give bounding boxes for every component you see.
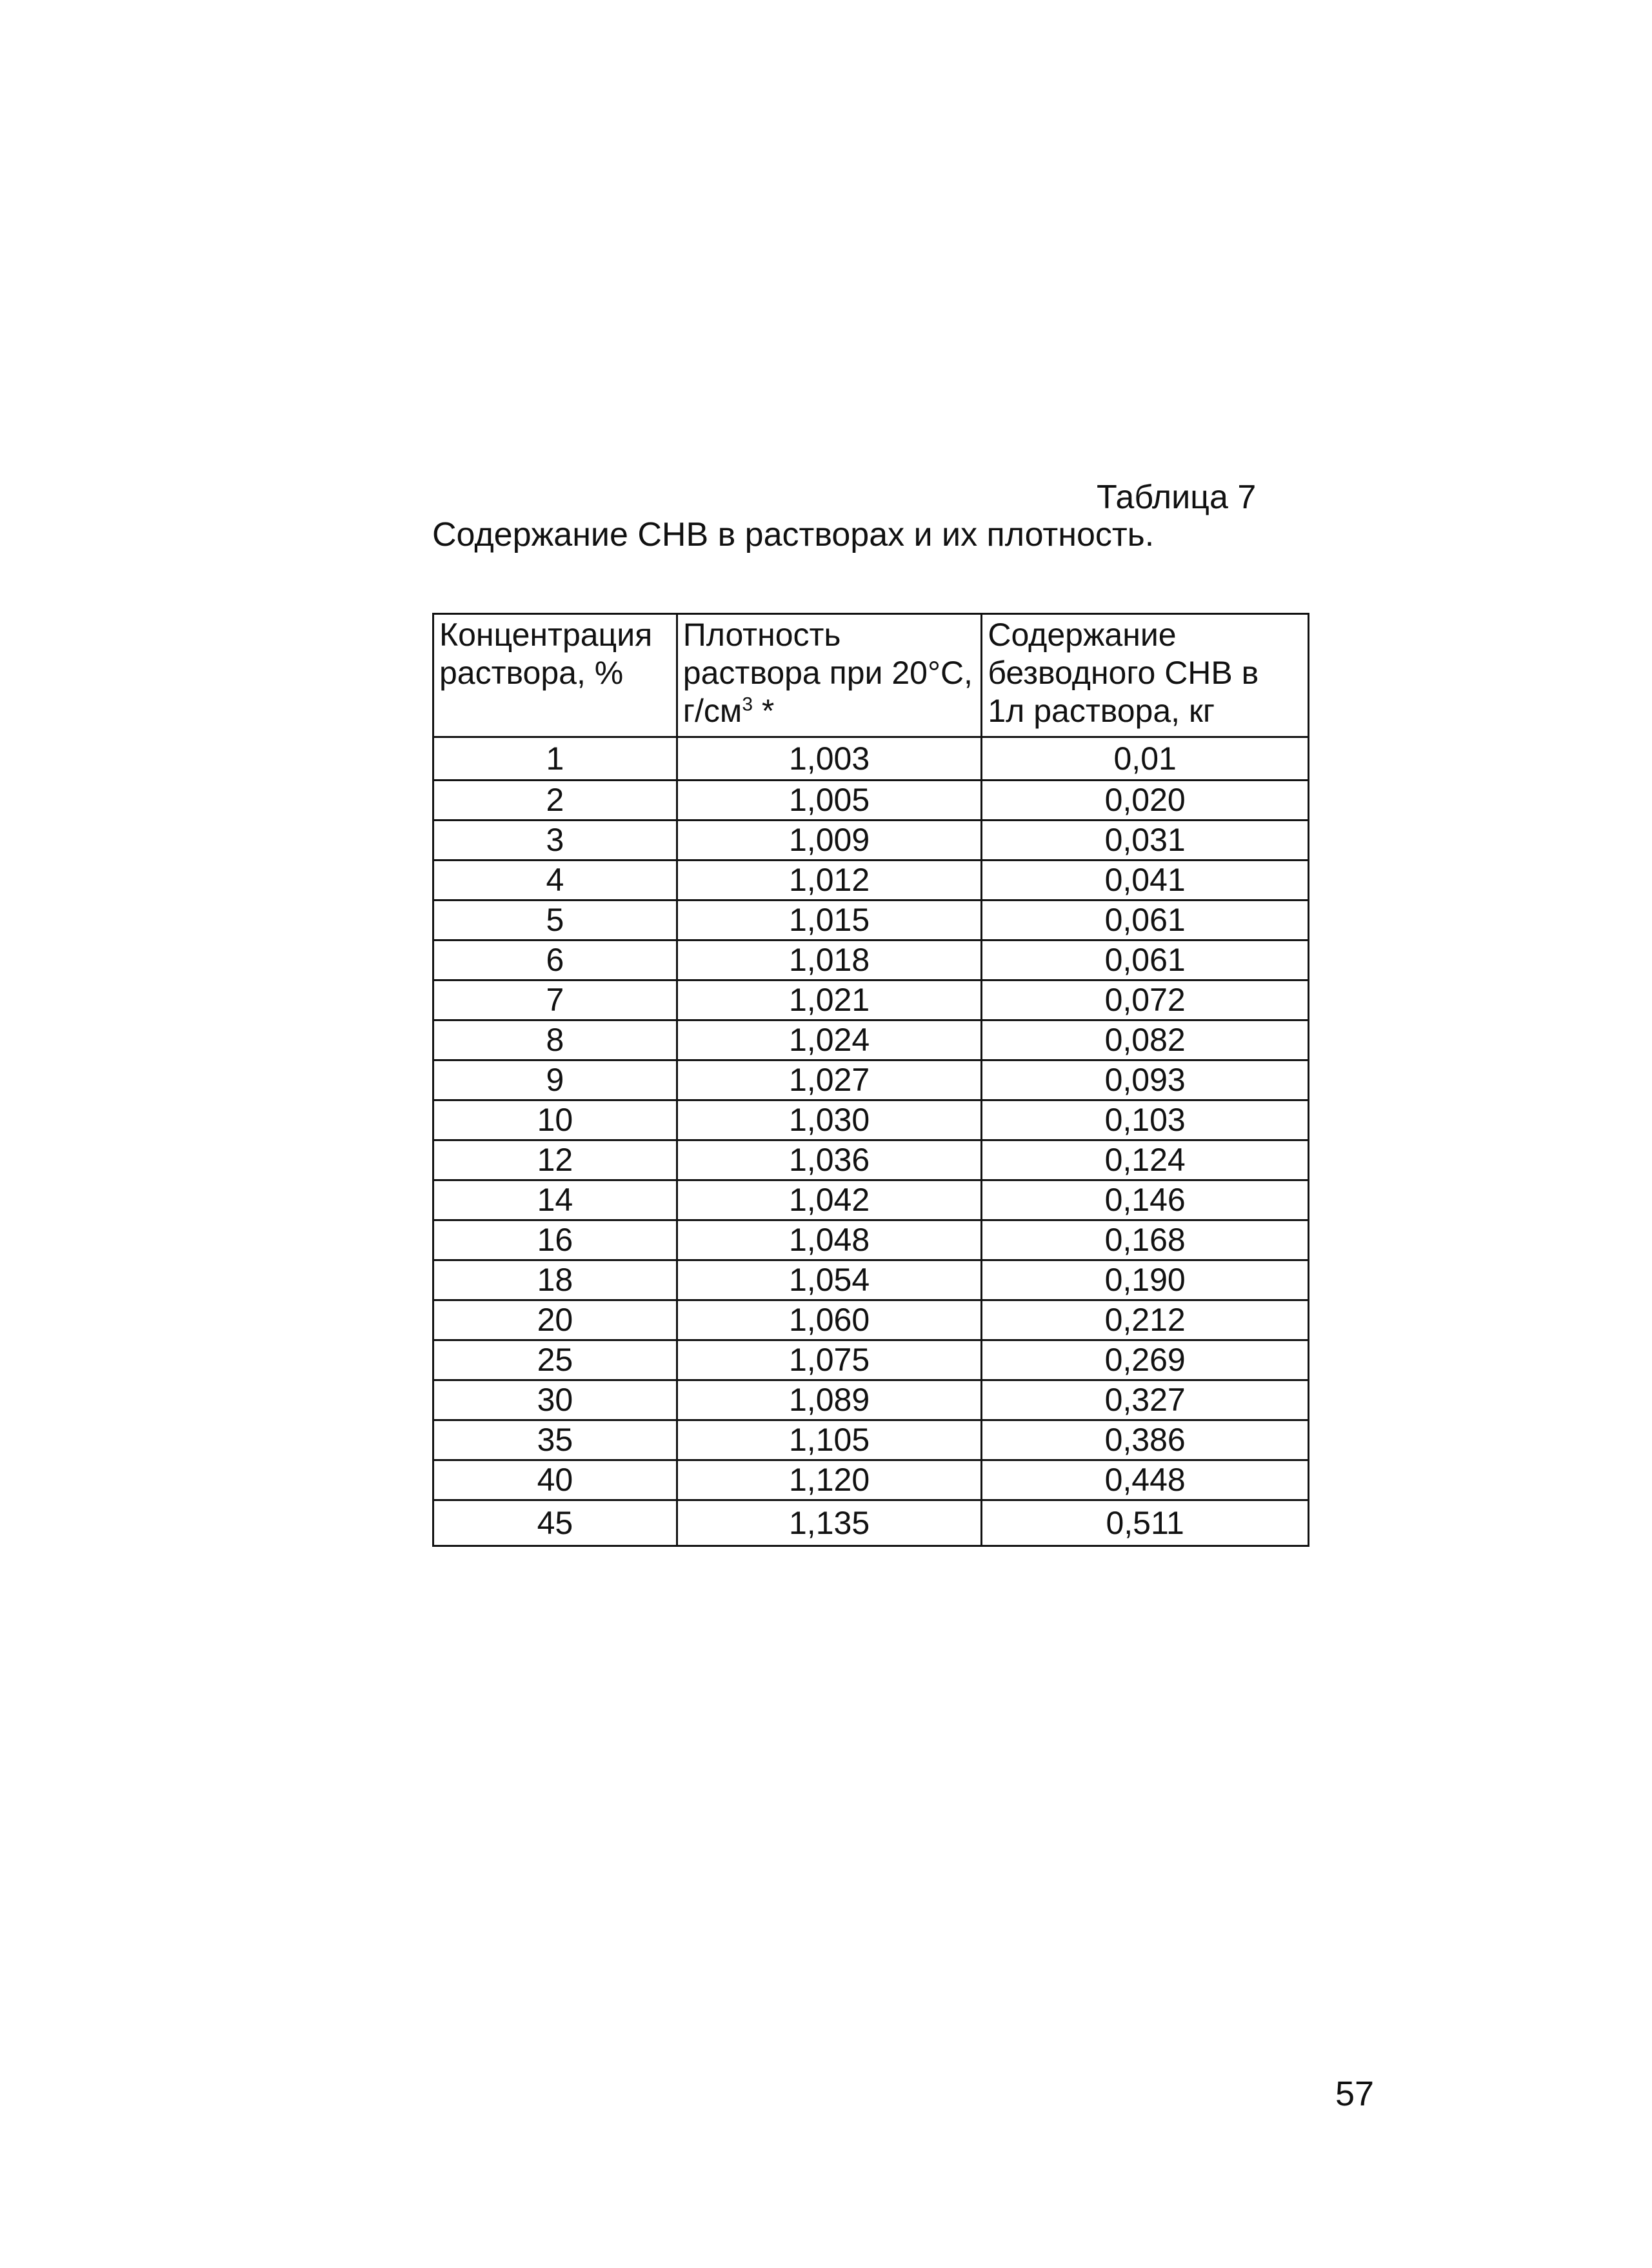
table-body bbox=[433, 737, 1309, 1546]
cell-density: 1,024 bbox=[677, 1020, 982, 1060]
cell-content: 0,072 bbox=[982, 980, 1309, 1020]
cell-concentration: 8 bbox=[433, 1020, 677, 1060]
table-row bbox=[433, 900, 1309, 940]
table-row bbox=[433, 1020, 1309, 1060]
cell-density: 1,105 bbox=[677, 1420, 982, 1460]
cell-content: 0,327 bbox=[982, 1380, 1309, 1420]
page-number: 57 bbox=[1335, 2074, 1375, 2113]
cell-concentration: 16 bbox=[433, 1220, 677, 1260]
table-row bbox=[433, 1300, 1309, 1340]
table-row bbox=[433, 1340, 1309, 1380]
table-row bbox=[433, 1060, 1309, 1100]
table-row bbox=[433, 980, 1309, 1020]
cell-content: 0,386 bbox=[982, 1420, 1309, 1460]
table-row bbox=[433, 781, 1309, 821]
table-row bbox=[433, 821, 1309, 860]
cell-density: 1,036 bbox=[677, 1140, 982, 1180]
cell-density: 1,042 bbox=[677, 1180, 982, 1220]
table-row bbox=[433, 860, 1309, 900]
cell-density: 1,060 bbox=[677, 1300, 982, 1340]
header-concentration: Концентрация раствора, % bbox=[433, 614, 677, 737]
cell-content: 0,448 bbox=[982, 1460, 1309, 1500]
cell-content: 0,061 bbox=[982, 940, 1309, 980]
cell-content: 0,212 bbox=[982, 1300, 1309, 1340]
cell-density: 1,120 bbox=[677, 1460, 982, 1500]
cell-density: 1,009 bbox=[677, 821, 982, 860]
cell-concentration: 1 bbox=[433, 737, 677, 781]
cell-concentration: 9 bbox=[433, 1060, 677, 1100]
header-density bbox=[677, 614, 982, 737]
cell-density: 1,089 bbox=[677, 1380, 982, 1420]
table-row bbox=[433, 1460, 1309, 1500]
cell-density: 1,027 bbox=[677, 1060, 982, 1100]
cell-concentration: 25 bbox=[433, 1340, 677, 1380]
header-density-text: Плотность раствора при 20°С, г/см bbox=[682, 617, 973, 729]
cell-concentration: 20 bbox=[433, 1300, 677, 1340]
cell-density: 1,030 bbox=[677, 1100, 982, 1140]
cell-content: 0,01 bbox=[982, 737, 1309, 781]
table-row bbox=[433, 737, 1309, 781]
cell-content: 0,020 bbox=[982, 781, 1309, 821]
table-label: Таблица 7 bbox=[1097, 479, 1257, 516]
table-row bbox=[433, 1380, 1309, 1420]
table-row bbox=[433, 940, 1309, 980]
cell-density: 1,054 bbox=[677, 1260, 982, 1300]
cell-content: 0,082 bbox=[982, 1020, 1309, 1060]
header-content: Содержание безводного СНВ в 1л раствора, кг bbox=[982, 614, 1309, 737]
cell-concentration: 5 bbox=[433, 900, 677, 940]
cell-concentration: 30 bbox=[433, 1380, 677, 1420]
header-density-sup: 3 bbox=[742, 693, 753, 715]
cell-density: 1,135 bbox=[677, 1500, 982, 1546]
cell-content: 0,146 bbox=[982, 1180, 1309, 1220]
cell-concentration: 3 bbox=[433, 821, 677, 860]
cell-concentration: 6 bbox=[433, 940, 677, 980]
table-row bbox=[433, 1420, 1309, 1460]
cell-concentration: 12 bbox=[433, 1140, 677, 1180]
table-caption: Содержание СНВ в растворах и их плотность. bbox=[432, 516, 1155, 553]
cell-concentration: 4 bbox=[433, 860, 677, 900]
cell-content: 0,511 bbox=[982, 1500, 1309, 1546]
cell-concentration: 2 bbox=[433, 781, 677, 821]
cell-density: 1,018 bbox=[677, 940, 982, 980]
table-header-row bbox=[433, 614, 1309, 737]
cell-concentration: 18 bbox=[433, 1260, 677, 1300]
cell-density: 1,075 bbox=[677, 1340, 982, 1380]
cell-density: 1,015 bbox=[677, 900, 982, 940]
cell-concentration: 35 bbox=[433, 1420, 677, 1460]
table-row bbox=[433, 1140, 1309, 1180]
cell-content: 0,093 bbox=[982, 1060, 1309, 1100]
table-row bbox=[433, 1500, 1309, 1546]
cell-content: 0,041 bbox=[982, 860, 1309, 900]
header-density-mark: * bbox=[753, 693, 775, 729]
cell-concentration: 45 bbox=[433, 1500, 677, 1546]
cell-content: 0,124 bbox=[982, 1140, 1309, 1180]
table-row bbox=[433, 1220, 1309, 1260]
table-row bbox=[433, 1180, 1309, 1220]
cell-content: 0,269 bbox=[982, 1340, 1309, 1380]
cell-concentration: 40 bbox=[433, 1460, 677, 1500]
cell-density: 1,021 bbox=[677, 980, 982, 1020]
cell-concentration: 7 bbox=[433, 980, 677, 1020]
cell-content: 0,168 bbox=[982, 1220, 1309, 1260]
cell-concentration: 10 bbox=[433, 1100, 677, 1140]
table-row bbox=[433, 1260, 1309, 1300]
data-table bbox=[432, 613, 1309, 1547]
table-row bbox=[433, 1100, 1309, 1140]
cell-density: 1,012 bbox=[677, 860, 982, 900]
cell-content: 0,103 bbox=[982, 1100, 1309, 1140]
cell-concentration: 14 bbox=[433, 1180, 677, 1220]
cell-density: 1,048 bbox=[677, 1220, 982, 1260]
cell-content: 0,061 bbox=[982, 900, 1309, 940]
cell-density: 1,003 bbox=[677, 737, 982, 781]
cell-density: 1,005 bbox=[677, 781, 982, 821]
cell-content: 0,031 bbox=[982, 821, 1309, 860]
cell-content: 0,190 bbox=[982, 1260, 1309, 1300]
